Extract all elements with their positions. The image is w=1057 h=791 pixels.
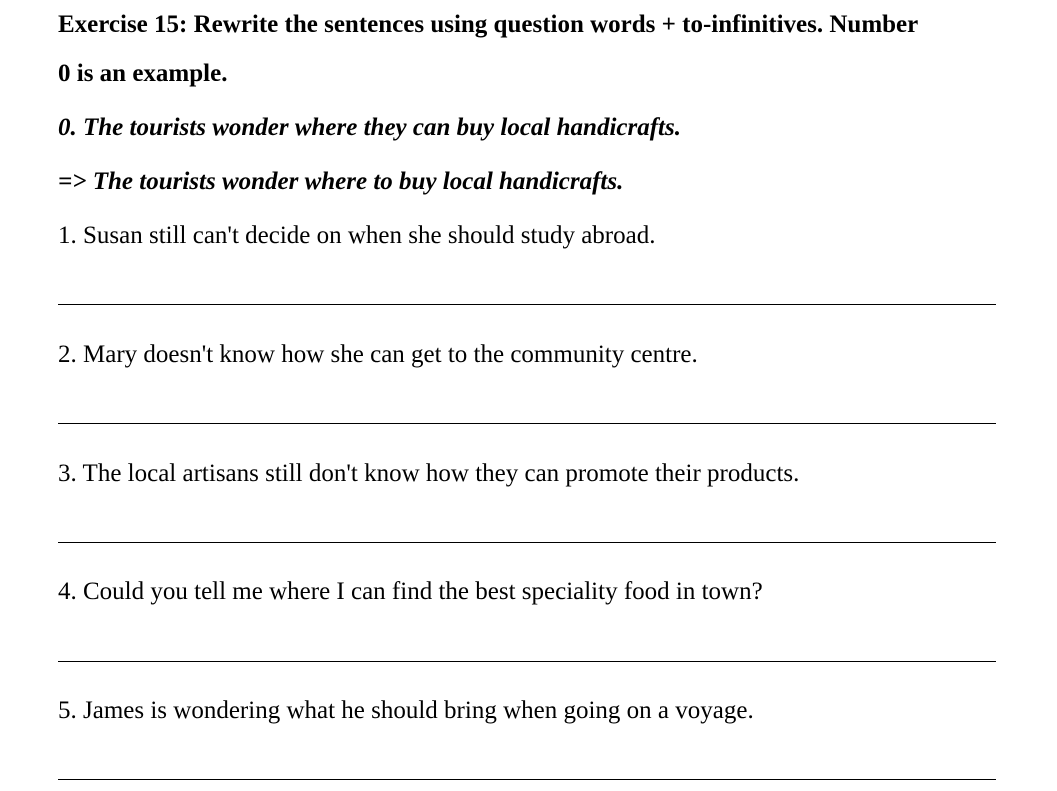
answer-line-2[interactable] <box>58 423 996 424</box>
question-4: 4. Could you tell me where I can find the best speciality food in town? <box>58 578 763 605</box>
answer-line-1[interactable] <box>58 304 996 305</box>
question-3: 3. The local artisans still don't know how they can promote their products. <box>58 460 800 487</box>
example-answer: => The tourists wonder where to buy local handicrafts. <box>58 168 624 195</box>
answer-line-3[interactable] <box>58 542 996 543</box>
exercise-title-line-2: 0 is an example. <box>58 60 228 87</box>
exercise-title-line-1: Exercise 15: Rewrite the sentences using question words + to-infinitives. Number <box>58 11 919 38</box>
answer-line-5[interactable] <box>58 779 996 780</box>
answer-line-4[interactable] <box>58 661 996 662</box>
question-2: 2. Mary doesn't know how she can get to the community centre. <box>58 341 698 368</box>
example-question: 0. The tourists wonder where they can buy local handicrafts. <box>58 114 681 141</box>
question-1: 1. Susan still can't decide on when she should study abroad. <box>58 222 656 249</box>
question-5: 5. James is wondering what he should bring when going on a voyage. <box>58 697 754 724</box>
